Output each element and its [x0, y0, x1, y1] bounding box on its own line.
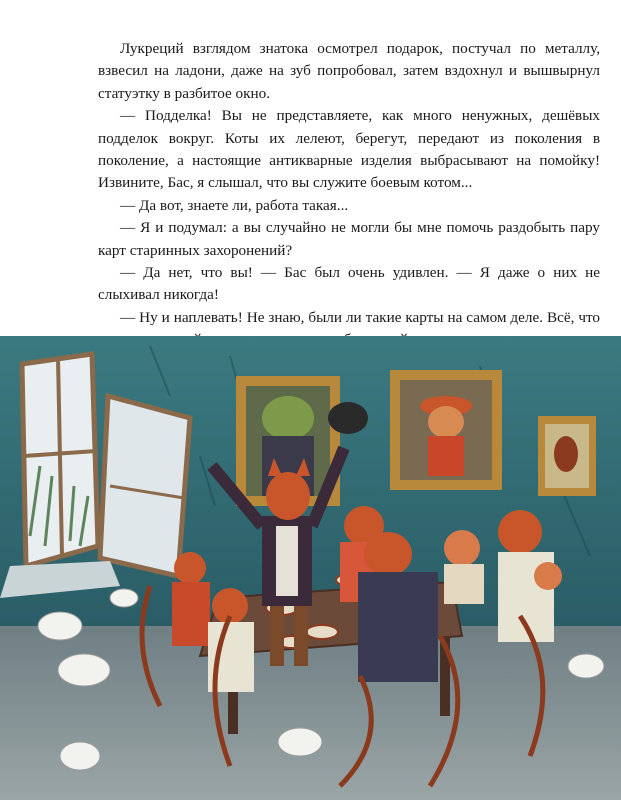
- paragraph-3: — Да вот, знаете ли, работа такая...: [120, 196, 349, 214]
- paragraph-4: — Я и подумал: а вы случайно не могли бы мне помочь раздобыть пару карт старинных захоронений?: [98, 219, 600, 259]
- paragraph-1: Лукреций взглядом знатока осмотрел подарок, постучал по металлу, взвесил на ладони, даже на зуб попробовал, затем вздохнул и вышвырнул статуэтку в разбитое окно.: [98, 40, 600, 102]
- cat-seated-back-right: [444, 530, 484, 604]
- floor: [0, 626, 621, 800]
- paragraph-6: — Ну и наплевать! Не знаю, были ли такие карты на самом деле. Всё, что: [120, 308, 600, 326]
- paragraph-5: — Да нет, что вы! — Бас был очень удивлен. — Я даже о них не слыхивал никогда!: [98, 264, 600, 304]
- paragraph-2: — Подделка! Вы не представляете, как много ненужных, дешёвых подделок вокруг. Коты их лелеют, берегут, передают из поколения в поколение, а настоящие антикварные изделия выбрасывают на помойку! Извините, Бас, я слышал, что вы служите боевым котом...: [98, 107, 600, 192]
- portrait-right: [390, 370, 502, 490]
- illustration-cats-dinner: [0, 336, 621, 800]
- portrait-small: [538, 416, 596, 496]
- cat-seated-left-front: [172, 552, 210, 646]
